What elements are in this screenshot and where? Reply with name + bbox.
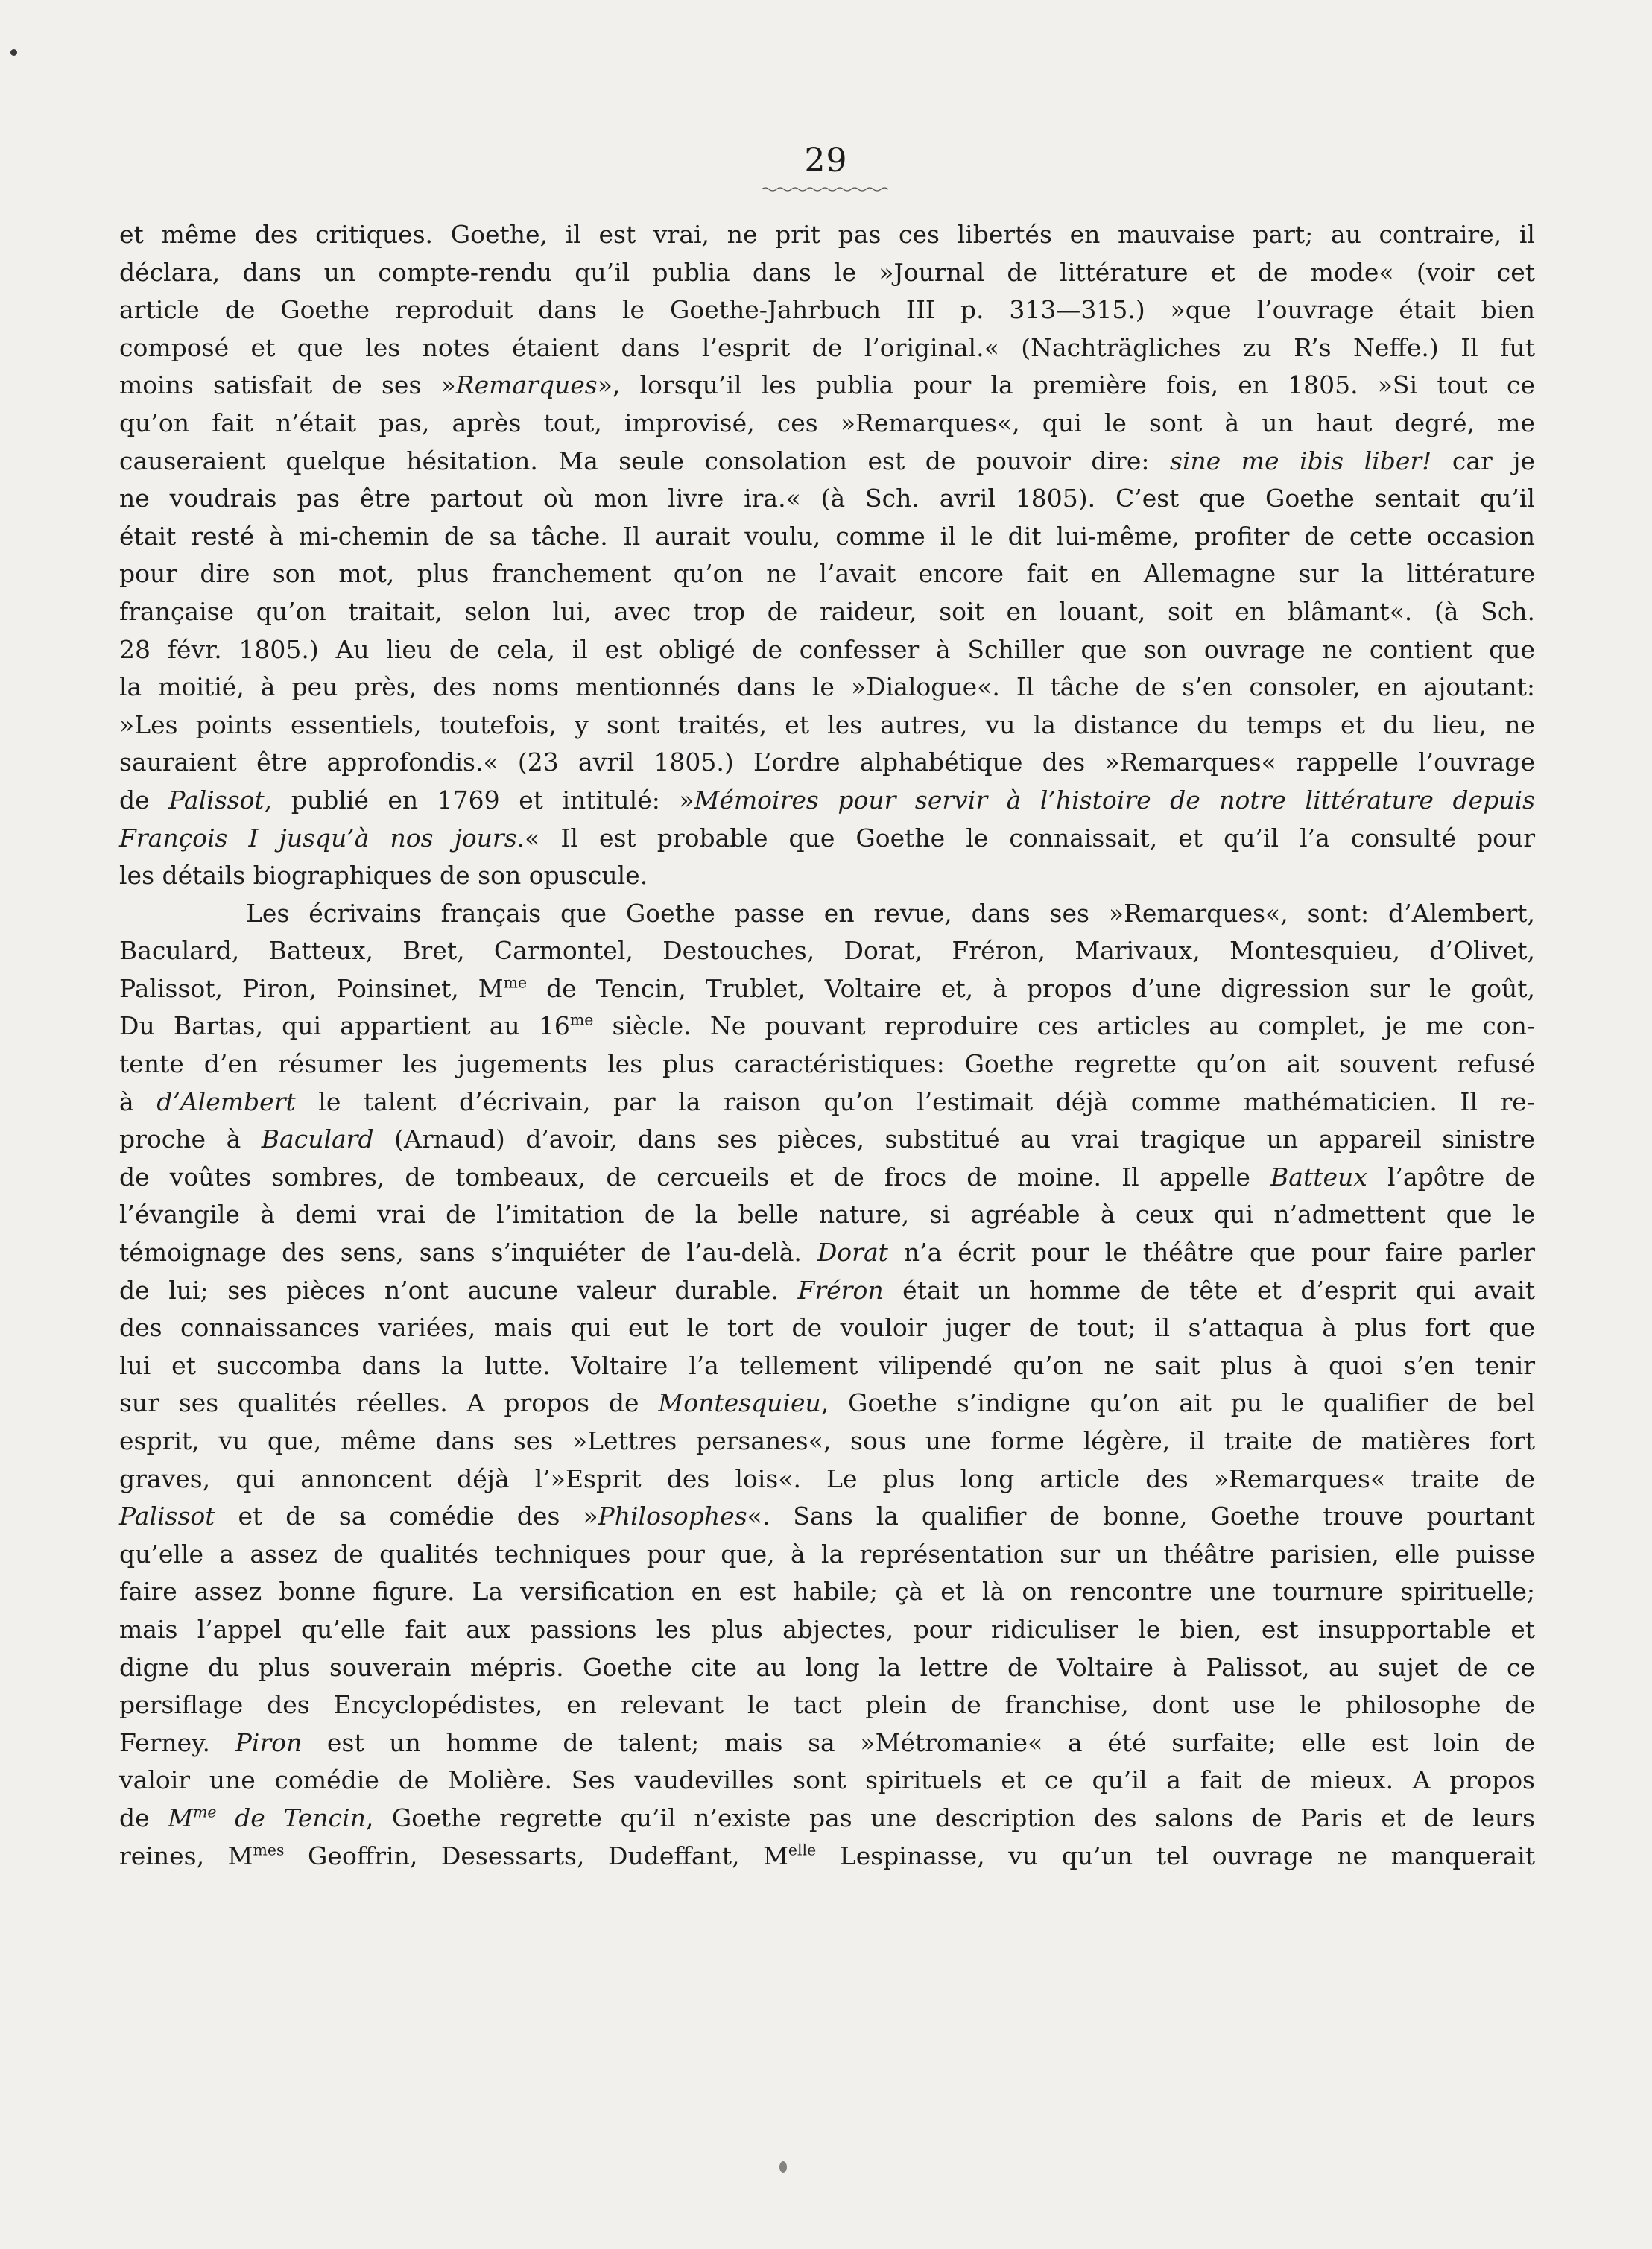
text-segment: était un homme de tête et d’esprit qui avait	[883, 1275, 1535, 1305]
text-line	[119, 895, 1535, 933]
text-line	[119, 857, 1535, 895]
text-segment: «. Sans la qualifier de bonne, Goethe trouve pourtant	[747, 1502, 1536, 1531]
text-segment: car je	[1431, 446, 1536, 475]
text-segment: .« Il est probable que Goethe le connaissait, et qu’il l’a consulté pour	[516, 823, 1536, 853]
page-number: 29	[804, 142, 848, 180]
text-segment: siècle. Ne pouvant reproduire ces articles au complet, je me con-	[593, 1011, 1535, 1041]
text-segment: le talent d’écrivain, par la raison qu’on l’estimait déjà comme mathématicien. Il re-	[295, 1086, 1535, 1116]
text-line	[119, 1461, 1535, 1499]
text-segment: sur ses qualités réelles. A propos de	[119, 1388, 659, 1418]
italic-text: M	[168, 1803, 194, 1832]
italic-text: Mémoires pour servir à l’histoire de notre littérature depuis	[694, 785, 1535, 814]
text-segment: Lespinasse, vu qu’un tel ouvrage ne manquerait	[816, 1841, 1535, 1870]
text-segment: persiflage des Encyclopédistes, en relevant le tact plein de franchise, dont use le philosophe de	[119, 1690, 1535, 1720]
text-line	[119, 254, 1535, 292]
text-line	[119, 1121, 1535, 1159]
text-segment: la moitié, à peu près, des noms mentionnés dans le »Dialogue«. Il tâche de s’en consoler, en ajoutant:	[119, 672, 1535, 702]
text-line	[119, 1762, 1535, 1800]
text-line	[119, 668, 1535, 706]
text-segment: esprit, vu que, même dans ses »Lettres persanes«, sous une forme légère, il traite de matières fort	[119, 1426, 1535, 1455]
text-segment: tente d’en résumer les jugements les plus caractéristiques: Goethe regrette qu’on ait souvent refusé	[119, 1049, 1535, 1079]
text-segment: », lorsqu’il les publia pour la première fois, en 1805. »Si tout ce	[597, 370, 1535, 400]
scan-speck	[10, 49, 17, 56]
superscript: mes	[253, 1840, 285, 1859]
text-segment: Du Bartas, qui appartient au 16	[119, 1011, 570, 1041]
italic-text: François I jusqu’à nos jours	[119, 823, 517, 853]
text-segment: mais l’appel qu’elle fait aux passions les plus abjectes, pour ridiculiser le bien, est insupportable et	[119, 1614, 1535, 1644]
text-line	[119, 367, 1535, 405]
text-segment: les détails biographiques de son opuscule.	[119, 861, 648, 891]
italic-text: de Tencin	[216, 1803, 366, 1832]
text-segment: était resté à mi-chemin de sa tâche. Il aurait voulu, comme il le dit lui-même, profiter de cette occasion	[119, 521, 1535, 551]
text-segment: , Goethe regrette qu’il n’existe pas une description des salons de Paris et de leurs	[365, 1803, 1535, 1832]
text-line	[119, 932, 1535, 970]
text-segment: qu’on fait n’était pas, après tout, improvisé, ces »Remarques«, qui le sont à un haut degré, me	[119, 408, 1535, 437]
italic-text: Fréron	[797, 1275, 884, 1305]
text-segment: , publié en 1769 et intitulé: »	[264, 785, 694, 814]
superscript: me	[569, 1010, 594, 1029]
text-line	[119, 1084, 1535, 1122]
text-line	[119, 970, 1535, 1008]
text-line	[119, 555, 1535, 593]
text-segment: de lui; ses pièces n’ont aucune valeur durable.	[119, 1275, 798, 1305]
italic-text: Palissot	[119, 1502, 215, 1531]
text-segment: ne voudrais pas être partout où mon livre ira.« (à Sch. avril 1805). C’est que Goethe sentait qu’il	[119, 484, 1535, 513]
italic-text: Piron	[235, 1727, 303, 1757]
text-segment: Baculard, Batteux, Bret, Carmontel, Destouches, Dorat, Fréron, Marivaux, Montesquieu, d’Olivet,	[119, 936, 1535, 966]
text-line	[119, 1686, 1535, 1724]
text-segment: article de Goethe reproduit dans le Goethe-Jahrbuch III p. 313—315.) »que l’ouvrage était bien	[119, 295, 1535, 325]
text-segment: témoignage des sens, sans s’inquiéter de l’au-delà.	[119, 1238, 817, 1268]
italic-text: Baculard	[261, 1124, 374, 1154]
text-segment: Ferney.	[119, 1727, 235, 1757]
text-line	[119, 1649, 1535, 1687]
text-segment: causeraient quelque hésitation. Ma seule consolation est de pouvoir dire:	[119, 446, 1170, 475]
text-line	[119, 329, 1535, 367]
text-line	[119, 216, 1535, 254]
text-segment: et même des critiques. Goethe, il est vrai, ne prit pas ces libertés en mauvaise part; au contraire, il	[119, 220, 1535, 249]
text-line	[119, 1385, 1535, 1423]
italic-text: Palissot	[168, 785, 265, 814]
text-segment: à	[119, 1086, 157, 1116]
superscript: elle	[788, 1840, 817, 1859]
text-line	[119, 706, 1535, 744]
text-segment: et de sa comédie des »	[215, 1502, 598, 1531]
text-line	[119, 1309, 1535, 1347]
superscript: me	[193, 1803, 217, 1821]
text-segment: n’a écrit pour le théâtre que pour faire parler	[887, 1238, 1536, 1268]
text-segment: déclara, dans un compte-rendu qu’il publia dans le »Journal de littérature et de mode« (voir cet	[119, 257, 1535, 287]
text-line	[119, 443, 1535, 481]
text-segment: 28 févr. 1805.) Au lieu de cela, il est obligé de confesser à Schiller que son ouvrage ne contient que	[119, 634, 1535, 664]
text-line	[119, 820, 1535, 858]
text-line	[119, 1611, 1535, 1649]
italic-text: Dorat	[817, 1238, 888, 1268]
text-line	[119, 405, 1535, 443]
text-line	[119, 1046, 1535, 1084]
text-line	[119, 1008, 1535, 1046]
text-segment: lui et succomba dans la lutte. Voltaire l’a tellement vilipendé qu’on ne sait plus à quoi s’en tenir	[119, 1350, 1535, 1380]
text-line	[119, 1838, 1535, 1876]
text-line	[119, 1196, 1535, 1234]
text-segment: de	[119, 785, 169, 814]
text-segment: l’évangile à demi vrai de l’imitation de la belle nature, si agréable à ceux qui n’admettent que le	[119, 1200, 1535, 1230]
text-segment: »Les points essentiels, toutefois, y sont traités, et les autres, vu la distance du temps et du lieu, ne	[119, 709, 1535, 739]
text-segment: pour dire son mot, plus franchement qu’on ne l’avait encore fait en Allemagne sur la littérature	[119, 559, 1535, 589]
text-line	[119, 480, 1535, 518]
text-segment: graves, qui annoncent déjà l’»Esprit des lois«. Le plus long article des »Remarques« traite de	[119, 1464, 1535, 1493]
text-line	[119, 744, 1535, 782]
italic-text: Remarques	[455, 370, 598, 400]
text-line	[119, 1536, 1535, 1574]
text-line	[119, 518, 1535, 556]
text-segment: moins satisfait de ses »	[119, 370, 456, 400]
text-line	[119, 1423, 1535, 1461]
italic-text: Montesquieu	[658, 1388, 821, 1418]
text-line	[119, 782, 1535, 820]
text-segment: reines, M	[119, 1841, 253, 1870]
text-segment: proche à	[119, 1124, 262, 1154]
text-segment: est un homme de talent; mais sa »Métromanie« a été surfaite; elle est loin de	[302, 1727, 1535, 1757]
text-line	[119, 1272, 1535, 1310]
body-text	[119, 216, 1535, 1875]
text-segment: Les écrivains français que Goethe passe en revue, dans ses »Remarques«, sont: d’Alembert,	[246, 898, 1535, 928]
text-segment: valoir une comédie de Molière. Ses vaudevilles sont spirituels et ce qu’il a fait de mieux. A propos	[119, 1765, 1535, 1795]
page-number-ornament	[762, 186, 890, 192]
italic-text: Batteux	[1270, 1162, 1367, 1192]
superscript: me	[503, 973, 528, 992]
text-segment: composé et que les notes étaient dans l’esprit de l’original.« (Nachträgliches zu R’s Neffe.) Il fut	[119, 332, 1535, 362]
text-line	[119, 1573, 1535, 1611]
text-line	[119, 1800, 1535, 1838]
text-line	[119, 1234, 1535, 1272]
text-segment: digne du plus souverain mépris. Goethe cite au long la lettre de Voltaire à Palissot, au sujet de ce	[119, 1652, 1535, 1682]
text-line	[119, 1159, 1535, 1197]
text-segment: qu’elle a assez de qualités techniques pour que, à la représentation sur un théâtre parisien, elle puisse	[119, 1539, 1535, 1569]
text-segment: de Tencin, Trublet, Voltaire et, à propos d’une digression sur le goût,	[527, 973, 1535, 1003]
text-segment: de voûtes sombres, de tombeaux, de cercueils et de frocs de moine. Il appelle	[119, 1162, 1271, 1192]
text-line	[119, 631, 1535, 669]
text-segment: française qu’on traitait, selon lui, avec trop de raideur, soit en louant, soit en blâmant«. (à Sch.	[119, 596, 1535, 626]
text-line	[119, 291, 1535, 329]
text-line	[119, 593, 1535, 631]
text-segment: Geoffrin, Desessarts, Dudeffant, M	[284, 1841, 788, 1870]
text-segment: Palissot, Piron, Poinsinet, M	[119, 973, 504, 1003]
text-segment: des connaissances variées, mais qui eut le tort de vouloir juger de tout; il s’attaqua à plus fort que	[119, 1313, 1535, 1343]
text-segment: (Arnaud) d’avoir, dans ses pièces, substitué au vrai tragique un appareil sinistre	[373, 1124, 1535, 1154]
text-segment: sauraient être approfondis.« (23 avril 1805.) L’ordre alphabétique des »Remarques« rappelle l’ouvrage	[119, 747, 1535, 777]
text-line	[119, 1347, 1535, 1385]
italic-text: d’Alembert	[156, 1086, 296, 1116]
text-segment: l’apôtre de	[1367, 1162, 1535, 1192]
text-line	[119, 1724, 1535, 1762]
italic-text: Philosophes	[598, 1502, 747, 1531]
text-segment: , Goethe s’indigne qu’on ait pu le qualifier de bel	[820, 1388, 1535, 1418]
text-line	[119, 1498, 1535, 1536]
italic-text: sine me ibis liber!	[1169, 446, 1432, 475]
text-segment: faire assez bonne figure. La versification en est habile; çà et là on rencontre une tournure spirituelle;	[119, 1577, 1535, 1607]
text-segment: de	[119, 1803, 168, 1832]
scan-speck	[779, 2161, 787, 2173]
